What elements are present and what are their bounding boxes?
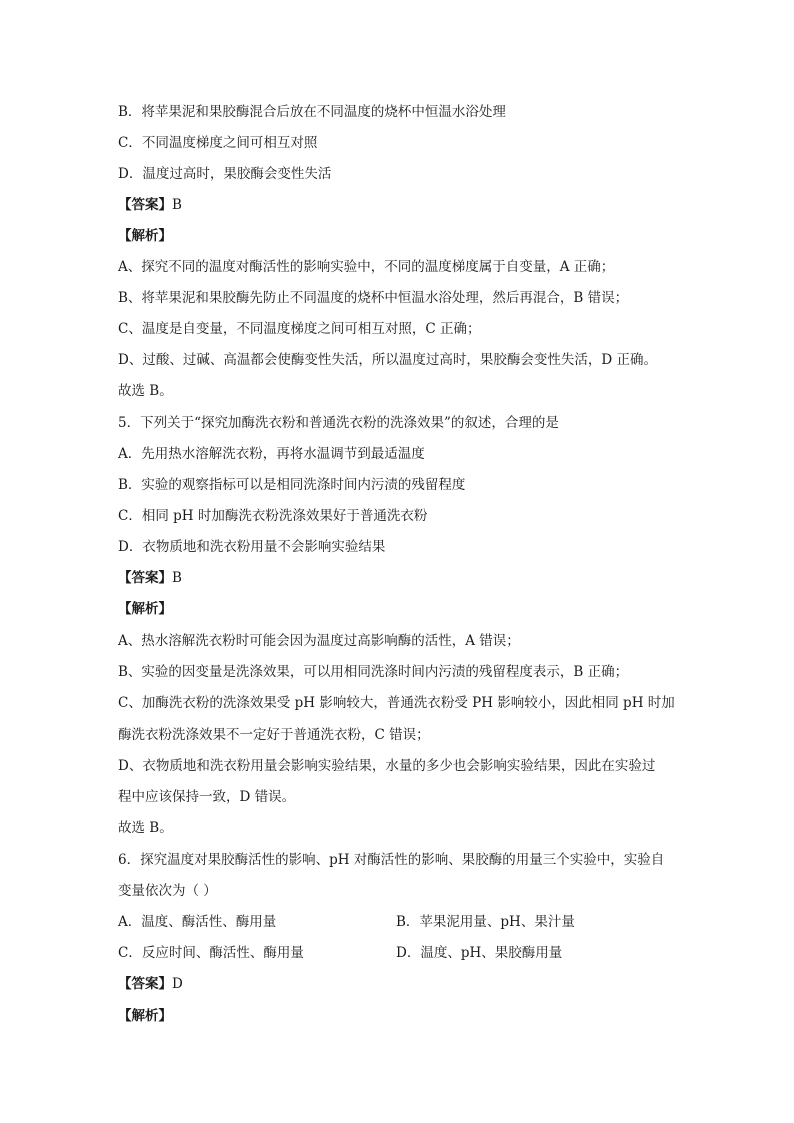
q4-option-c: C．不同温度梯度之间可相互对照 bbox=[118, 135, 318, 151]
q5-option-a: A．先用热水溶解洗衣粉，再将水温调节到最适温度 bbox=[118, 446, 425, 462]
answer-label: 【答案】 bbox=[118, 197, 172, 213]
answer-value: D bbox=[172, 976, 183, 992]
q5-analysis-line: A、热水溶解洗衣粉时可能会因为温度过高影响酶的活性，A 错误； bbox=[118, 633, 520, 649]
q6-option-d: D．温度、pH、果胶酶用量 bbox=[396, 945, 563, 961]
q5-analysis-line: D、衣物质地和洗衣粉用量会影响实验结果，水量的多少也会影响实验结果，因此在实验过 bbox=[118, 758, 656, 774]
q6-stem-cont: 变量依次为（ ） bbox=[118, 883, 217, 899]
q6-option-b: B．苹果泥用量、pH、果汁量 bbox=[396, 914, 575, 930]
q4-analysis-line: A、探究不同的温度对酶活性的影响实验中，不同的温度梯度属于自变量，A 正确； bbox=[118, 259, 615, 275]
q5-analysis-line: 程中应该保持一致，D 错误。 bbox=[118, 789, 296, 805]
answer-label: 【答案】 bbox=[118, 570, 172, 586]
q5-stem: 5．下列关于“探究加酶洗衣粉和普通洗衣粉的洗涤效果”的叙述，合理的是 bbox=[118, 415, 559, 431]
q6-analysis-label: 【解析】 bbox=[118, 1008, 172, 1024]
q5-analysis-line: 酶洗衣粉洗涤效果不一定好于普通洗衣粉，C 错误； bbox=[118, 727, 430, 743]
q5-analysis-line: C、加酶洗衣粉的洗涤效果受 pH 影响较大，普通洗衣粉受 PH 影响较小，因此相同 pH 时加 bbox=[118, 695, 675, 711]
q5-analysis-line: B、实验的因变量是洗涤效果，可以用相同洗涤时间内污渍的残留程度表示，B 正确； bbox=[118, 664, 629, 680]
answer-value: B bbox=[172, 197, 182, 213]
q5-option-d: D．衣物质地和洗衣粉用量不会影响实验结果 bbox=[118, 539, 386, 555]
q4-option-b: B．将苹果泥和果胶酶混合后放在不同温度的烧杯中恒温水浴处理 bbox=[118, 104, 506, 120]
q5-option-c: C．相同 pH 时加酶洗衣粉洗涤效果好于普通洗衣粉 bbox=[118, 508, 428, 524]
q4-answer bbox=[118, 195, 182, 215]
q4-conclusion: 故选 B。 bbox=[118, 383, 173, 399]
q6-option-c: C．反应时间、酶活性、酶用量 bbox=[118, 945, 304, 961]
q5-analysis-label: 【解析】 bbox=[118, 601, 172, 617]
q4-analysis-line: B、将苹果泥和果胶酶先防止不同温度的烧杯中恒温水浴处理，然后再混合，B 错误； bbox=[118, 290, 629, 306]
q4-analysis-line: D、过酸、过碱、高温都会使酶变性失活，所以温度过高时，果胶酶会变性失活，D 正确。 bbox=[118, 352, 657, 368]
answer-label: 【答案】 bbox=[118, 976, 172, 992]
q6-answer bbox=[118, 974, 183, 994]
q6-stem: 6．探究温度对果胶酶活性的影响、pH 对酶活性的影响、果胶酶的用量三个实验中，实验自 bbox=[118, 852, 665, 868]
q5-option-b: B．实验的观察指标可以是相同洗涤时间内污渍的残留程度 bbox=[118, 477, 466, 493]
q5-conclusion: 故选 B。 bbox=[118, 820, 173, 836]
q4-analysis-label: 【解析】 bbox=[118, 228, 172, 244]
q5-answer bbox=[118, 568, 182, 588]
q6-option-a: A．温度、酶活性、酶用量 bbox=[118, 914, 277, 930]
q4-analysis-line: C、温度是自变量，不同温度梯度之间可相互对照，C 正确； bbox=[118, 321, 481, 337]
answer-value: B bbox=[172, 570, 182, 586]
q4-option-d: D．温度过高时，果胶酶会变性失活 bbox=[118, 166, 332, 182]
